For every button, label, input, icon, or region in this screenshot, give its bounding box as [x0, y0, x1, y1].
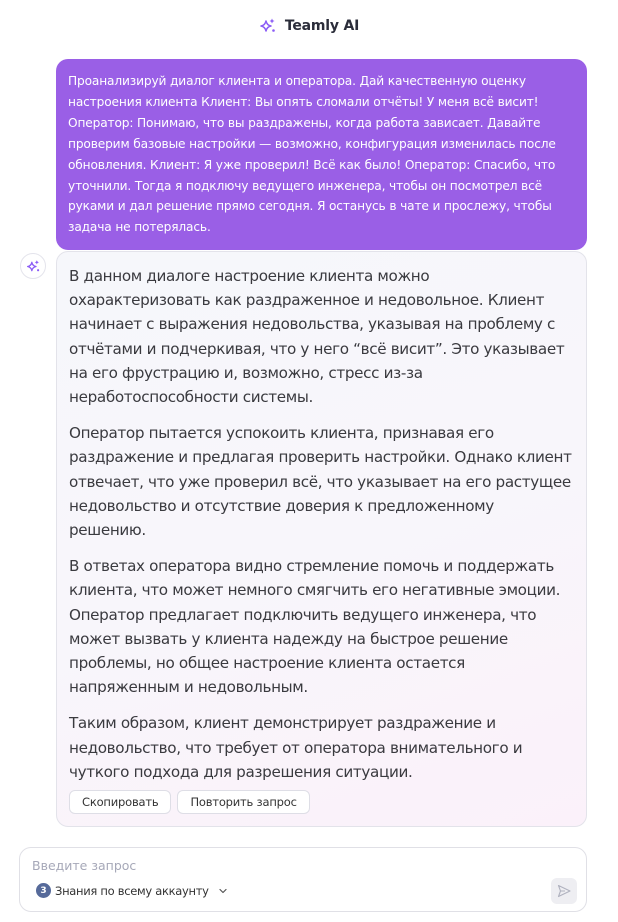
sparkle-icon	[26, 259, 41, 274]
app-title: Teamly AI	[284, 18, 360, 34]
ai-response-card	[56, 251, 587, 827]
knowledge-scope-label: Знания по всему аккаунту	[55, 883, 209, 898]
app-header	[0, 0, 618, 52]
copy-button[interactable]: Скопировать	[69, 790, 171, 814]
knowledge-scope-dropdown[interactable]	[36, 883, 229, 898]
knowledge-count-badge: 3	[36, 883, 51, 898]
response-actions	[69, 790, 310, 814]
send-icon	[556, 883, 572, 899]
response-paragraph: В ответах оператора видно стремление помочь и поддержать клиента, что может немного смягчить его негативные эмоции. Оператор предлагает подключить ведущего инженера, что может вызвать у клиента надежду на быстрое решение проблемы, но общее настроение клиента остается напряженным и недовольным.	[69, 557, 561, 697]
response-paragraph: Оператор пытается успокоить клиента, признавая его раздражение и предлагая проверить настройки. Однако клиент отвечает, что уже проверил всё, что указывает на его растущее недовольство и отсутствие доверия к предложенному решению.	[69, 424, 572, 540]
ai-avatar	[20, 253, 46, 279]
response-paragraph: В данном диалоге настроение клиента можно охарактеризовать как раздраженное и недовольное. Клиент начинает с выражения недовольства, указывая на проблему с отчётами и подчеркивая, что у него “всё висит”. Это указывает на его фрустрацию и, возможно, стресс из-за неработоспособности системы.	[69, 267, 565, 407]
user-message: Проанализируй диалог клиента и оператора. Дай качественную оценку настроения клиента Клиент: Вы опять сломали отчёты! У меня всё висит! Оператор: Понимаю, что вы раздражены, когда работа зависает. Давайте проверим базовые настройки — возможно, конфигурация изменилась после обновления. Клиент: Я уже проверил! Всё как было! Оператор: Спасибо, что уточнили. Тогда я подключу ведущего инженера, чтобы он посмотрел всё руками и дал решение прямо сегодня. Я останусь в чате и прослежу, чтобы задача не потерялась.	[56, 59, 587, 250]
sparkle-icon	[259, 17, 277, 35]
message-composer	[19, 847, 587, 912]
retry-button[interactable]: Повторить запрос	[177, 790, 309, 814]
send-button[interactable]	[551, 878, 577, 904]
prompt-input[interactable]	[32, 856, 532, 874]
chevron-down-icon	[217, 885, 229, 897]
response-paragraph: Таким образом, клиент демонстрирует раздражение и недовольство, что требует от оператора внимательного и чуткого подхода для разрешения ситуации.	[69, 714, 523, 781]
